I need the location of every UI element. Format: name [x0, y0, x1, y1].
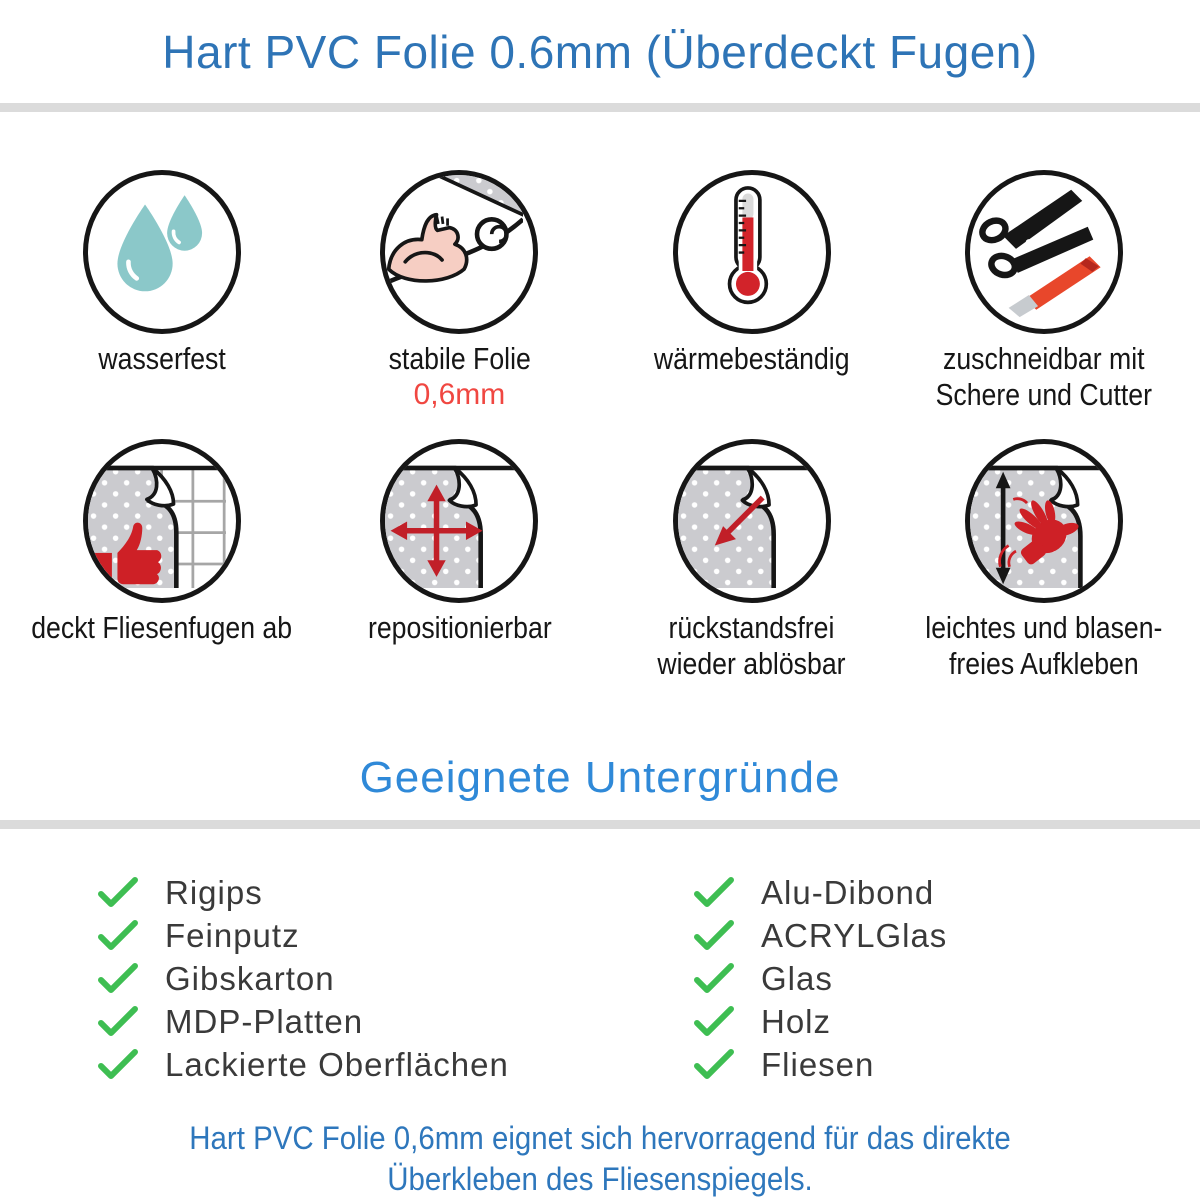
feature-label — [88, 341, 236, 377]
feature-label-line: repositionierbar — [367, 610, 552, 645]
check-icon — [694, 920, 734, 952]
check-icon — [694, 1049, 734, 1081]
feature-label-line: deckt Fliesenfugen ab — [31, 610, 293, 645]
substrate-item — [694, 957, 1200, 1000]
feature-waermebestaendig — [606, 170, 898, 413]
substrate-label: MDP-Platten — [165, 1002, 364, 1040]
feature-label-line: freies Aufkleben — [949, 646, 1139, 681]
feature-label — [642, 610, 861, 682]
check-icon — [694, 963, 734, 995]
feature-label — [377, 341, 542, 412]
water-drops-icon — [83, 170, 241, 334]
move-arrows-icon — [380, 439, 538, 603]
hand-smoothing-icon — [965, 439, 1123, 603]
page-title: Hart PVC Folie 0.6mm (Überdeckt Fugen) — [162, 26, 1038, 78]
feature-grid — [0, 170, 1200, 682]
feature-wasserfest — [10, 170, 313, 413]
check-icon — [98, 920, 138, 952]
feature-zuschneidbar — [898, 170, 1190, 413]
substrate-label: Glas — [761, 959, 833, 997]
divider-bar — [0, 103, 1200, 112]
footer-line: Hart PVC Folie 0,6mm eignet sich hervorragend für das direkte — [189, 1120, 1011, 1156]
scissors-and-cutter-icon — [965, 170, 1123, 334]
feature-label-line: stabile Folie — [388, 341, 531, 376]
feature-label-line: leichtes und blasen- — [925, 610, 1163, 645]
substrate-label: Gibskarton — [165, 959, 335, 997]
substrate-label: ACRYLGlas — [761, 916, 948, 954]
check-icon — [98, 963, 138, 995]
feature-sublabel: 0,6mm — [413, 378, 506, 411]
substrate-item — [694, 871, 1200, 914]
feature-label — [638, 341, 865, 377]
check-icon — [98, 1049, 138, 1081]
thumbs-up-tile-icon — [83, 439, 241, 603]
substrate-label: Rigips — [165, 873, 263, 911]
substrate-item — [98, 1043, 660, 1086]
feature-label — [353, 610, 567, 646]
substrate-label: Holz — [761, 1002, 832, 1040]
feature-deckt-fliesenfugen — [10, 439, 313, 682]
feature-label — [906, 610, 1182, 682]
substrate-checklist — [0, 871, 1200, 1086]
substrate-label: Alu-Dibond — [761, 873, 935, 911]
feature-label-line: rückstandsfrei — [668, 610, 835, 645]
substrate-item — [98, 914, 660, 957]
feature-rueckstandsfrei — [606, 439, 898, 682]
check-icon — [694, 1006, 734, 1038]
feature-label-line: wärmebeständig — [653, 341, 850, 376]
substrate-item — [694, 914, 1200, 957]
substrate-column-left — [98, 871, 660, 1086]
substrate-label: Feinputz — [165, 916, 300, 954]
feature-repositionierbar — [313, 439, 605, 682]
substrate-label: Lackierte Oberflächen — [165, 1045, 509, 1083]
footer-note — [0, 1118, 1200, 1200]
footer-line: Überkleben des Fliesenspiegels. — [387, 1161, 813, 1197]
feature-label-line: Schere und Cutter — [935, 377, 1153, 412]
feature-label-line: zuschneidbar mit — [943, 341, 1145, 376]
substrate-item — [98, 957, 660, 1000]
substrate-item — [98, 1000, 660, 1043]
check-icon — [694, 877, 734, 909]
peel-off-arrow-icon — [673, 439, 831, 603]
thermometer-icon — [673, 170, 831, 334]
substrate-item — [98, 871, 660, 914]
substrate-item — [694, 1000, 1200, 1043]
feature-stabile-folie — [313, 170, 605, 413]
check-icon — [98, 877, 138, 909]
section-heading: Geeignete Untergründe — [359, 753, 841, 802]
feature-leichtes-aufkleben — [898, 439, 1190, 682]
feature-label-line: wasserfest — [97, 341, 226, 376]
substrate-column-right — [660, 871, 1200, 1086]
substrate-item — [694, 1043, 1200, 1086]
feature-label-line: wieder ablösbar — [657, 646, 846, 681]
feature-label — [10, 610, 313, 646]
strong-arm-foil-roll-icon — [380, 170, 538, 334]
feature-label — [918, 341, 1170, 413]
divider-bar — [0, 820, 1200, 829]
check-icon — [98, 1006, 138, 1038]
substrate-label: Fliesen — [761, 1045, 875, 1083]
